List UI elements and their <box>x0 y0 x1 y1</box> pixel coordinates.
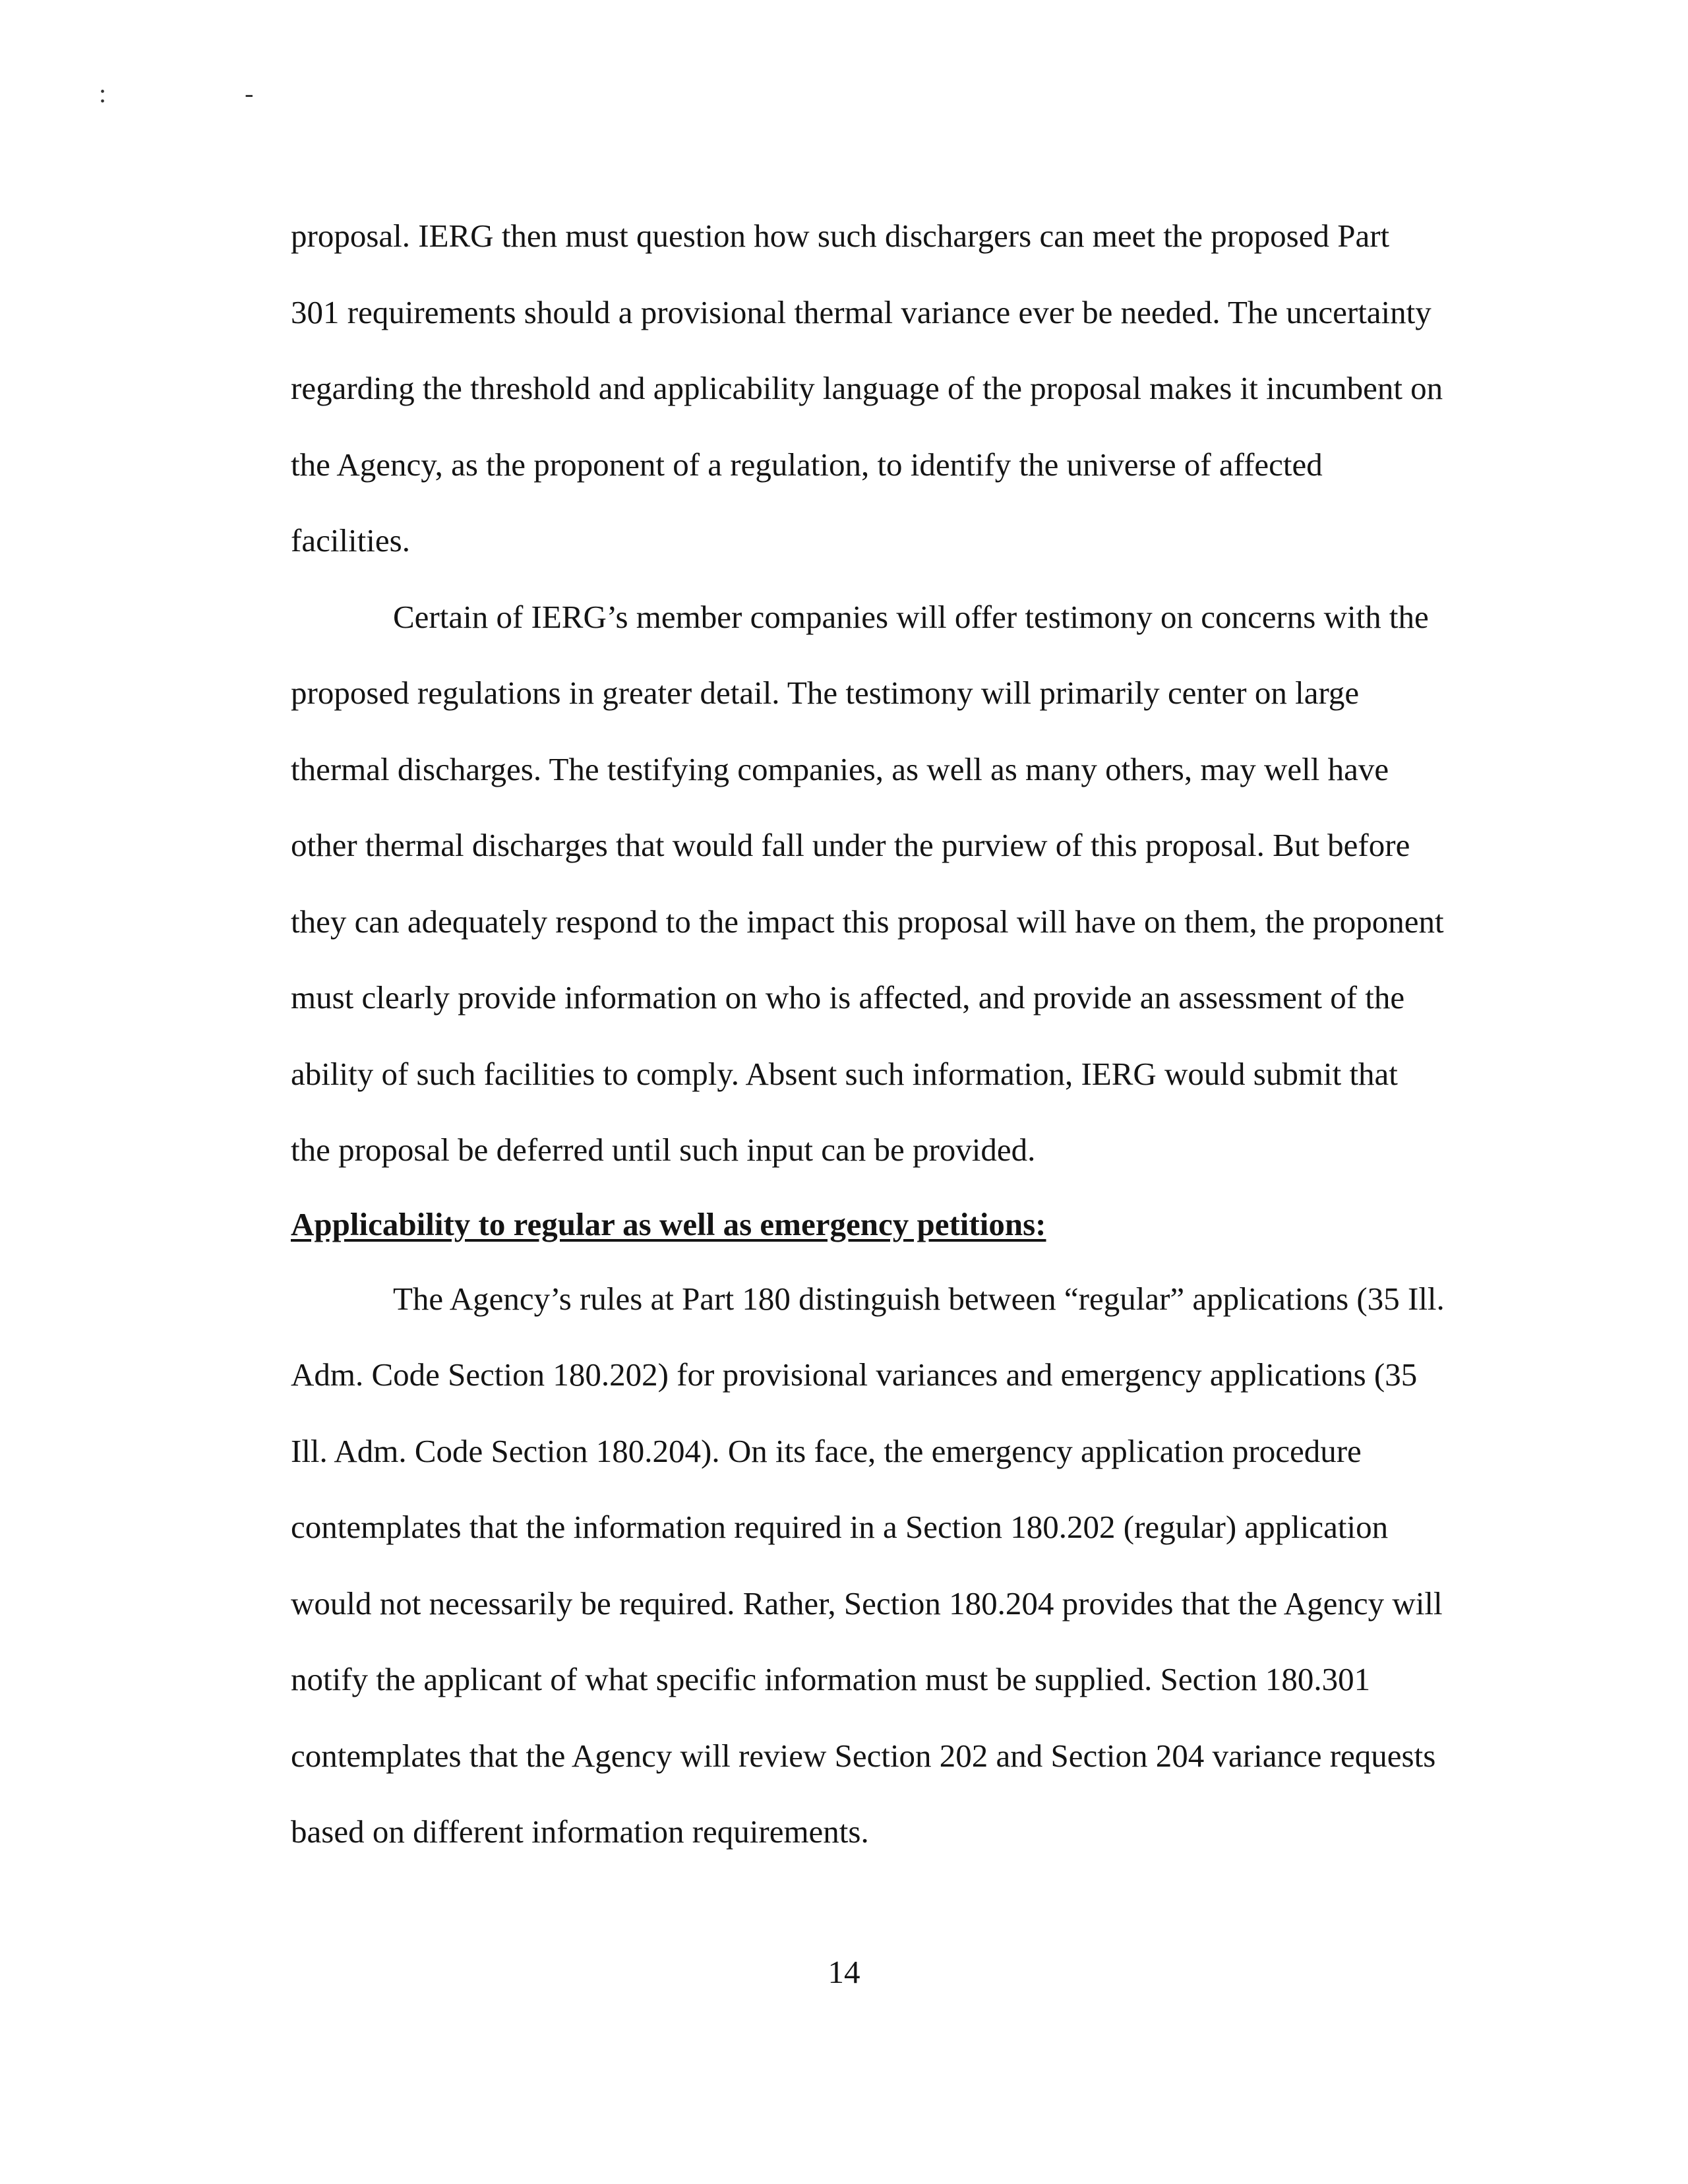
text-line: the Agency, as the proponent of a regulation, to identify the universe of affected <box>291 446 1323 483</box>
text-line: the proposal be deferred until such input can be provided. <box>291 1132 1036 1168</box>
text-line: The Agency’s rules at Part 180 distinguish between “regular” applications (35 Ill. <box>393 1280 1445 1317</box>
text-line: proposed regulations in greater detail. The testimony will primarily center on large <box>291 675 1360 711</box>
text-line: proposal. IERG then must question how such dischargers can meet the proposed Part <box>291 218 1390 254</box>
text-line: regarding the threshold and applicability language of the proposal makes it incumbent on <box>291 370 1443 406</box>
text-line: facilities. <box>291 522 410 559</box>
text-line: other thermal discharges that would fall under the purview of this proposal. But before <box>291 827 1410 863</box>
text-line: contemplates that the Agency will review Section 202 and Section 204 variance requests <box>291 1737 1436 1774</box>
paragraph-3 <box>291 1261 1491 1870</box>
text-line: ability of such facilities to comply. Absent such information, IERG would submit that <box>291 1055 1398 1092</box>
text-line: Certain of IERG’s member companies will offer testimony on concerns with the <box>393 598 1429 635</box>
text-line: thermal discharges. The testifying companies, as well as many others, may well have <box>291 750 1389 787</box>
text-line: Adm. Code Section 180.202) for provisional variances and emergency applications (35 <box>291 1356 1418 1393</box>
paragraph-1 <box>291 198 1491 579</box>
text-line: 301 requirements should a provisional thermal variance ever be needed. The uncertainty <box>291 293 1432 330</box>
text-line: contemplates that the information required in a Section 180.202 (regular) application <box>291 1509 1389 1545</box>
scan-marks: : - <box>99 78 320 108</box>
text-line: Ill. Adm. Code Section 180.204). On its face, the emergency application procedure <box>291 1432 1362 1469</box>
text-line: would not necessarily be required. Rather, Section 180.204 provides that the Agency will <box>291 1585 1443 1622</box>
body-text <box>291 198 1491 1870</box>
text-line: they can adequately respond to the impact this proposal will have on them, the proponent <box>291 903 1444 940</box>
paragraph-2 <box>291 579 1491 1188</box>
text-line: must clearly provide information on who is affected, and provide an assessment of the <box>291 979 1405 1016</box>
page-number: 14 <box>828 1954 860 1990</box>
section-heading: Applicability to regular as well as emergency petitions: <box>291 1205 1046 1242</box>
text-line: based on different information requirements. <box>291 1813 869 1850</box>
text-line: notify the applicant of what specific information must be supplied. Section 180.301 <box>291 1661 1371 1697</box>
